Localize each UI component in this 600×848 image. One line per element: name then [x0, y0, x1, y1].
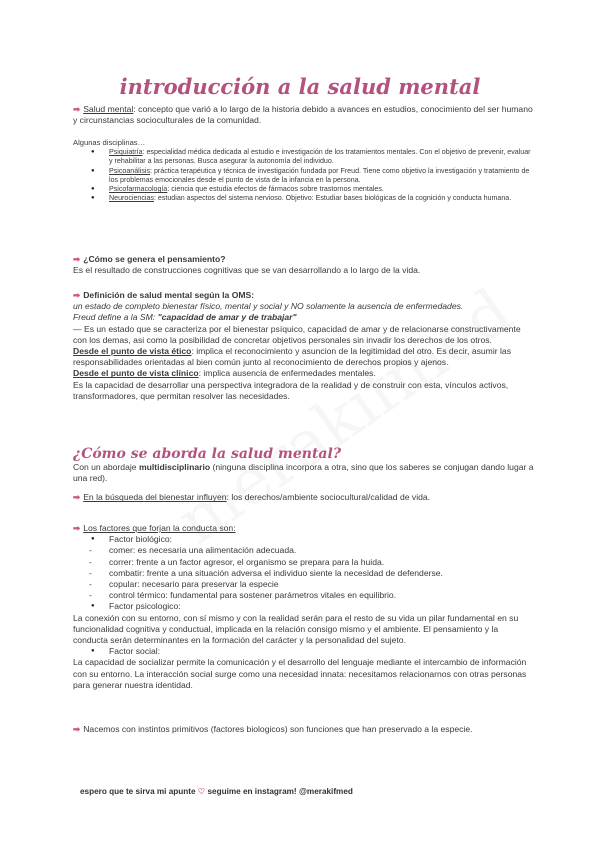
list-item: ● Factor psicologico: — [109, 601, 535, 612]
list-item — [109, 185, 535, 194]
pensamiento-section — [73, 254, 535, 276]
aborda-rest: (ninguna disciplina incorpora a otra, sino que los saberes se conjugan dando lugar a una red). — [73, 462, 534, 484]
factor-social — [73, 646, 535, 657]
page-title: introducción a la salud mental — [119, 74, 481, 99]
freud-quote: "capacidad de amar y de trabajar" — [157, 312, 297, 323]
item-text: : ciencia que estudia efectos de fármacos sobre trastornos mentales. — [167, 185, 384, 194]
term-psiquiatria: Psiquiatría — [109, 148, 143, 156]
arrow-icon: ➡ — [73, 724, 81, 734]
term-salud-mental: Salud mental — [83, 104, 134, 114]
term-neurociencias: Neurociencias — [109, 194, 154, 203]
arrow-icon: ➡ — [73, 254, 81, 264]
arrow-icon: ➡ — [73, 290, 81, 300]
oms-definition: un estado de completo bienestar físico, mental y social y NO solamente la ausencia de enfermedades. — [73, 301, 464, 312]
psicologico-text: La conexión con su entorno, con sí mismo y con la realidad serán para el resto de su vida un pilar fundamental en su funcionalidad cognitiva y conductual, implicada en la relación consigo mismo y el ambiente. El pensamiento y la conducta serán determinantes en la formación del carácter y la personalidad del sujeto. — [73, 612, 519, 646]
arrow-icon: ➡ — [73, 492, 81, 503]
heart-icon: ♡ — [197, 787, 206, 796]
capacidad-text: Es la capacidad de desarrollar una perspectiva integradora de la realidad y de construir con esta, vínculos activos, transformadores, que permitan resolver las necesidades. — [73, 379, 509, 401]
biologico-list — [73, 545, 535, 601]
salud-mental-text: : concepto que varió a lo largo de la historia debido a avances en estudios, conocimiento del ser humano y circunstancias socioculturales de la comunidad. — [73, 104, 533, 126]
list-item — [109, 194, 535, 203]
term-etico: Desde el punto de vista ético — [73, 346, 192, 357]
footer-text: espero que te sirva mi apunte — [80, 787, 196, 796]
list-item: - comer: es necesaria una alimentación adecuada. — [109, 545, 535, 556]
factor-psicologico — [73, 601, 535, 612]
salud-mental-definition — [73, 104, 535, 126]
disciplinas-intro: Algunas disciplinas… — [73, 138, 146, 147]
freud-lead: Freud define a la SM: — [73, 312, 158, 323]
oms-long-text: — Es un estado que se caracteriza por el bienestar psíquico, capacidad de amar y de relacionarse constructivamente con los demas, asi como la posibilidad de concretar objetivos personales sin invadir los derechos de los otros. — [73, 323, 521, 345]
disciplinas-list — [73, 148, 535, 204]
item-text: : estudian aspectos del sistema nervioso. Objetivo: Estudiar bases biológicas de la cognición y conducta humana. — [153, 194, 512, 203]
arrow-icon: ➡ — [73, 104, 81, 114]
term-psicofarmacologia: Psicofarmacología — [109, 185, 168, 194]
section-heading-aborda: ¿Cómo se aborda la salud mental? — [73, 446, 342, 462]
arrow-icon: ➡ — [73, 523, 81, 533]
item-text: : especialidad médica dedicada al estudio e investigación de los tratamientos mentales. Con el objetivo de prevenir, evaluar y rehabilitar a las personas. Busca asegurar la autonomía del individuo. — [109, 148, 531, 166]
instintos-text: Nacemos con instintos primitivos (factores biologicos) son funciones que han preservado a la especie. — [83, 724, 473, 734]
footer-instagram: seguime en instagram! @merakifmed — [207, 787, 353, 796]
aborda-bold: multidisciplinario — [138, 462, 211, 472]
aborda-lead: Con un abordaje — [73, 462, 139, 472]
term-psicoanalisis: Psicoanálisis — [109, 166, 151, 175]
list-item: ● Factor biológico: — [109, 534, 535, 545]
section-heading: Los factores que forjan la conducta son: — [83, 523, 236, 533]
oms-section — [73, 290, 535, 402]
term-influyen: En la búsqueda del bienestar influyen — [83, 492, 227, 503]
list-item: - copular: necesario para preservar la especie — [109, 579, 535, 590]
instintos-section — [73, 724, 535, 735]
term-clinico: Desde el punto de vista clínico — [73, 368, 199, 379]
list-item: ● Factor social: — [109, 646, 535, 657]
list-item: - control térmico: fundamental para sostener parámetros vitales en equilibrio. — [109, 590, 535, 601]
factor-biologico — [73, 534, 535, 545]
item-text: : práctica terapéutica y técnica de investigación fundada por Freud. Tiene como objetivo la investigación y tratamiento de los problemas emocionales desde el punto de vista de la infancia en la persona. — [109, 166, 530, 184]
pensamiento-text: Es el resultado de construcciones cognitivas que se van desarrollando a lo largo de la vida. — [73, 265, 421, 276]
list-item: - correr: frente a un factor agresor, el organismo se prepara para la huida. — [109, 557, 535, 568]
section-heading: Definición de salud mental según la OMS: — [83, 290, 255, 300]
influyen-text: : los derechos/ambiente sociocultural/calidad de vida. — [226, 492, 431, 503]
footer — [80, 786, 353, 796]
etico-text: : implica el reconocimiento y asuncion de la legitimidad del otro. Es decir, asumir las responsabilidades orientadas al bien común junto al reconocimiento de derechos propios y ajenos. — [73, 346, 511, 368]
list-item — [109, 148, 535, 167]
aborda-section — [73, 446, 535, 504]
disciplinas-section — [73, 138, 535, 204]
clinico-text: : implica ausencia de enfermedades mentales. — [198, 368, 376, 379]
section-heading: ¿Cómo se genera el pensamiento? — [83, 254, 226, 264]
factores-section — [73, 523, 535, 691]
list-item: - combatir: frente a una situación adversa el individuo siente la necesidad de defenderse. — [109, 568, 535, 579]
social-text: La capacidad de socializar permite la comunicación y el desarrollo del lenguaje mediante el intercambio de información con su entorno. La interacción social surge como una necesidad innata: necesitamos relacionarnos con otras personas para generar nuestra identidad. — [73, 657, 527, 690]
list-item — [109, 167, 535, 186]
